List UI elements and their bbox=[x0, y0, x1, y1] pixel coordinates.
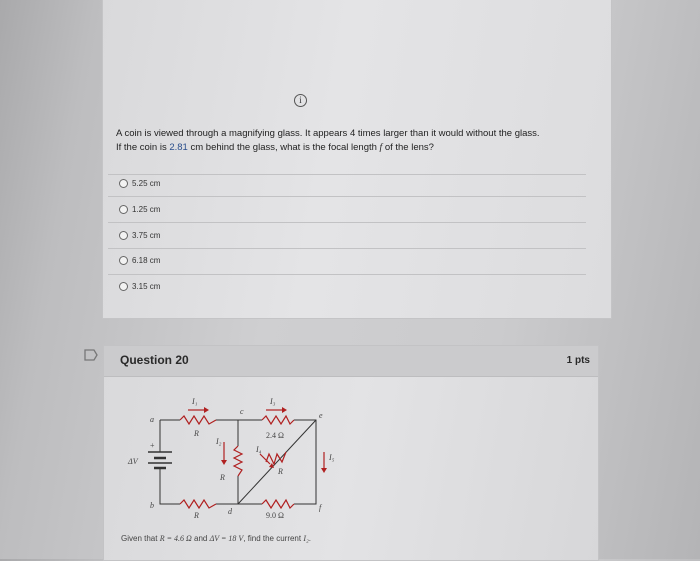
radio-button[interactable] bbox=[119, 282, 128, 291]
option-label: 3.75 cm bbox=[132, 231, 161, 240]
option-separator bbox=[108, 196, 586, 197]
battery-plus-label: + bbox=[150, 441, 155, 450]
node-label-b: b bbox=[150, 501, 154, 510]
option-separator bbox=[108, 248, 586, 249]
current-label-i1: I₁ bbox=[192, 397, 198, 406]
given-voltage: ΔV = 18 V bbox=[209, 534, 244, 543]
answer-option-2[interactable] bbox=[119, 205, 160, 214]
given-distance-value: 2.81 bbox=[169, 142, 188, 153]
question-title: Question 20 bbox=[120, 353, 189, 367]
battery-label: ΔV bbox=[128, 457, 138, 466]
question-20-header bbox=[104, 346, 598, 377]
given-prefix: Given that bbox=[121, 534, 160, 543]
current-label-i4: I₄ bbox=[256, 445, 262, 454]
text-segment: of the lens? bbox=[382, 142, 434, 153]
resistor-top-right bbox=[262, 416, 294, 424]
battery-symbol bbox=[148, 452, 172, 468]
text-segment: cm behind the glass, what is the focal length bbox=[187, 142, 380, 153]
given-statement bbox=[121, 534, 311, 543]
previous-question-panel bbox=[102, 0, 612, 319]
circuit-diagram bbox=[120, 392, 340, 522]
option-separator bbox=[108, 274, 586, 275]
current-label-i3: I₃ bbox=[270, 397, 276, 406]
radio-button[interactable] bbox=[119, 179, 128, 188]
node-label-a: a bbox=[150, 415, 154, 424]
option-label: 6.18 cm bbox=[132, 256, 161, 265]
info-icon[interactable]: i bbox=[294, 94, 307, 107]
option-label: 3.15 cm bbox=[132, 282, 161, 291]
option-separator bbox=[108, 222, 586, 223]
radio-button[interactable] bbox=[119, 231, 128, 240]
resistor-label-top-left: R bbox=[194, 429, 199, 438]
given-mid: and bbox=[191, 534, 210, 543]
given-target-current: I₂ bbox=[303, 534, 309, 543]
question-points: 1 pts bbox=[566, 355, 590, 366]
node-label-d: d bbox=[228, 507, 232, 516]
node-label-e: e bbox=[319, 411, 323, 420]
resistor-value-top-right: 2.4 Ω bbox=[266, 431, 284, 440]
radio-button[interactable] bbox=[119, 256, 128, 265]
question-text-line1: A coin is viewed through a magnifying glass. It appears 4 times larger than it would without the glass. bbox=[116, 128, 540, 139]
given-end: . bbox=[308, 534, 312, 543]
question-text-line2 bbox=[116, 141, 596, 155]
resistor-bottom-left bbox=[180, 500, 216, 508]
resistor-label-bottom-left: R bbox=[194, 511, 199, 520]
answer-option-5[interactable] bbox=[119, 282, 160, 291]
resistor-label-middle: R bbox=[220, 473, 225, 482]
focal-length-symbol: f bbox=[379, 143, 383, 153]
question-text bbox=[116, 127, 596, 155]
answer-option-1[interactable] bbox=[119, 179, 160, 188]
resistor-value-bottom-right: 9.0 Ω bbox=[266, 511, 284, 520]
resistor-label-diagonal: R bbox=[278, 467, 283, 476]
answer-option-3[interactable] bbox=[119, 231, 160, 240]
node-label-f: f bbox=[319, 503, 322, 512]
option-label: 5.25 cm bbox=[132, 179, 161, 188]
flag-question-icon[interactable] bbox=[84, 349, 98, 361]
given-resistance: R = 4.6 Ω bbox=[159, 534, 192, 543]
option-separator bbox=[108, 174, 586, 175]
radio-button[interactable] bbox=[119, 205, 128, 214]
current-label-i5: I₅ bbox=[329, 453, 335, 462]
resistor-top-left bbox=[180, 416, 216, 424]
resistor-middle bbox=[234, 446, 242, 476]
option-label: 1.25 cm bbox=[132, 205, 161, 214]
given-suffix: , find the current bbox=[243, 534, 304, 543]
answer-option-4[interactable] bbox=[119, 256, 160, 265]
node-label-c: c bbox=[240, 407, 244, 416]
current-label-i2: I₂ bbox=[216, 437, 222, 446]
text-segment: If the coin is bbox=[116, 142, 170, 153]
resistor-bottom-right bbox=[262, 500, 294, 508]
